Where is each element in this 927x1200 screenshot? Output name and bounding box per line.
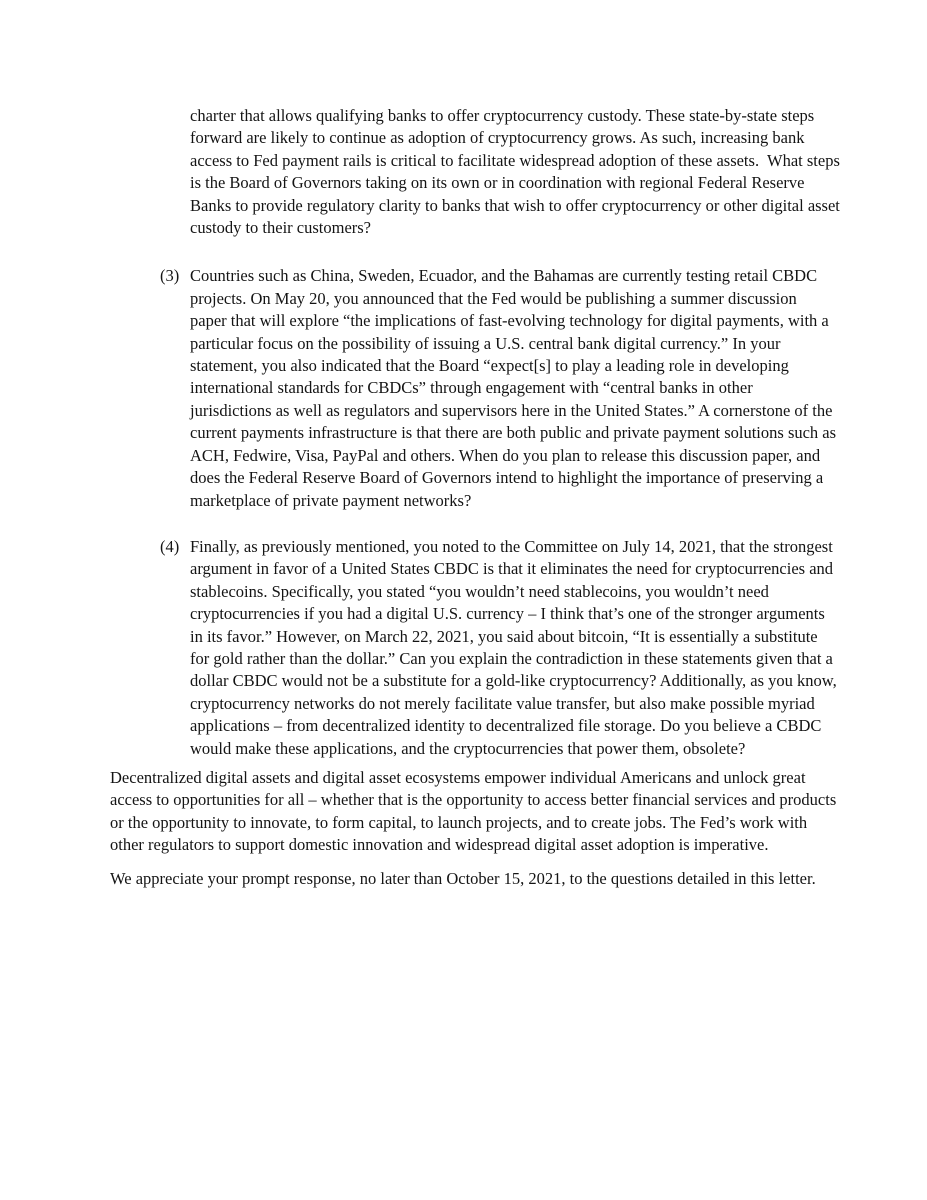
letter-body	[110, 105, 845, 890]
question-item-4	[160, 536, 841, 760]
closing-paragraph-1: Decentralized digital assets and digital asset ecosystems empower individual Americans and unlock great access to opportunities for all – whether that is the opportunity to access better financial services and products or the opportunity to innovate, to form capital, to launch projects, and to create jobs. The Fed’s work with other regulators to support domestic innovation and widespread digital asset adoption is imperative.	[110, 767, 841, 855]
question-item-4-text: Finally, as previously mentioned, you noted to the Committee on July 14, 2021, that the strongest argument in favor of a United States CBDC is that it eliminates the need for cryptocurrencies and stablecoins. Specifically, you stated “you wouldn’t need stablecoins, you wouldn’t need cryptocurrencies if you had a digital U.S. currency – I think that’s one of the stronger arguments in its favor.” However, on March 22, 2021, you said about bitcoin, “It is essentially a substitute for gold rather than the dollar.” Can you explain the contradiction in these statements given that a dollar CBDC would not be a substitute for a gold-like cryptocurrency? Additionally, as you know, cryptocurrency networks do not merely facilitate value transfer, but also make possible myriad applications – from decentralized identity to decentralized file storage. Do you believe a CBDC would make these applications, and the cryptocurrencies that power them, obsolete?	[190, 536, 841, 758]
closing-paragraph-2: We appreciate your prompt response, no later than October 15, 2021, to the questions detailed in this letter.	[110, 868, 816, 888]
question-item-4-marker: (4)	[160, 536, 180, 556]
question-item-3-text: Countries such as China, Sweden, Ecuador, and the Bahamas are currently testing retail CBDC projects. On May 20, you announced that the Fed would be publishing a summer discussion paper that will explore “the implications of fast-evolving technology for digital payments, with a particular focus on the possibility of issuing a U.S. central bank digital currency.” In your statement, you also indicated that the Board “expect[s] to play a leading role in developing international standards for CBDCs” through engagement with “central banks in other jurisdictions as well as regulators and supervisors here in the United States.” A cornerstone of the current payments infrastructure is that there are both public and private payment solutions such as ACH, Fedwire, Visa, PayPal and others. When do you plan to release this discussion paper, and does the Federal Reserve Board of Governors intend to highlight the importance of preserving a marketplace of private payment networks?	[190, 266, 840, 510]
paragraph-continuation: charter that allows qualifying banks to offer cryptocurrency custody. These state-by-state steps forward are likely to continue as adoption of cryptocurrency grows. As such, increasing bank access to Fed payment rails is critical to facilitate widespread adoption of these assets. What steps is the Board of Governors taking on its own or in coordination with regional Federal Reserve Banks to provide regulatory clarity to banks that wish to offer cryptocurrency or other digital asset custody to their customers?	[190, 106, 845, 238]
question-item-3-marker: (3)	[160, 266, 180, 286]
question-item-3	[160, 265, 840, 511]
